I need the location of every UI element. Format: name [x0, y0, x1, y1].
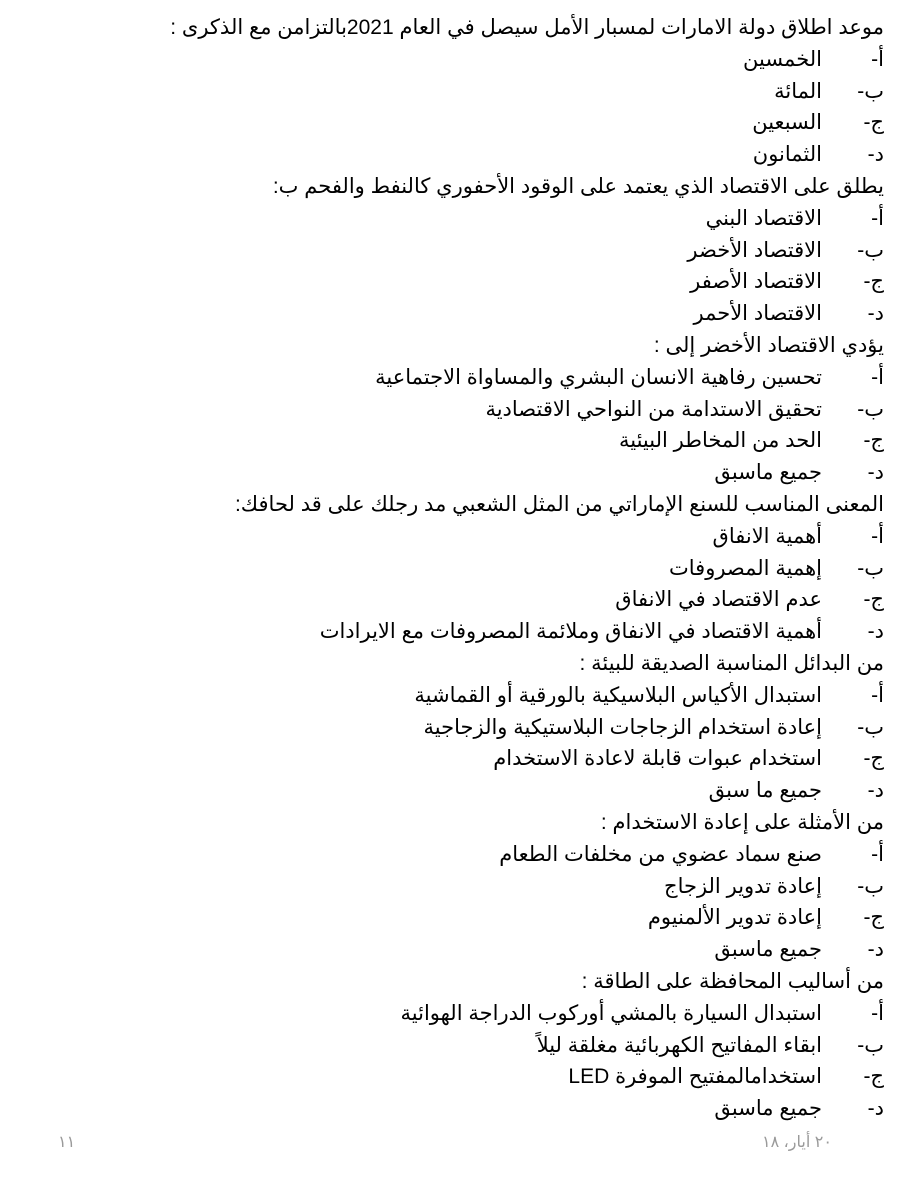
answer-option [4, 521, 884, 553]
option-text: إهمية المصروفات [669, 556, 822, 580]
option-text: المائة [774, 79, 822, 103]
option-text: جميع ما سبق [708, 779, 822, 803]
option-marker: ب- [857, 397, 884, 421]
option-text: الثمانون [752, 143, 822, 167]
answer-option [4, 266, 884, 298]
option-marker: أ- [871, 524, 884, 548]
option-text: تحسين رفاهية الانسان البشري والمساواة الاجتماعية [375, 365, 822, 389]
option-text: عدم الاقتصاد في الانفاق [615, 588, 822, 612]
answer-option [4, 107, 884, 139]
option-text: استبدال الأكياس البلاسيكية بالورقية أو القماشية [414, 683, 822, 707]
answer-option [4, 457, 884, 489]
question-block [4, 330, 884, 489]
answer-option [4, 44, 884, 76]
answer-option [4, 1030, 884, 1062]
option-text: الاقتصاد الأخضر [687, 238, 822, 262]
option-marker: ج- [863, 588, 884, 612]
question-text: من البدائل المناسبة الصديقة للبيئة : [579, 651, 884, 675]
question-text: يؤدي الاقتصاد الأخضر إلى : [653, 333, 884, 357]
option-text: جميع ماسبق [714, 938, 822, 962]
answer-option [4, 743, 884, 775]
answer-option [4, 1093, 884, 1125]
answer-option [4, 680, 884, 712]
option-text: الاقتصاد البني [705, 206, 822, 230]
option-text: الاقتصاد الأحمر [693, 302, 822, 326]
question-block [4, 12, 884, 171]
option-text: صنع سماد عضوي من مخلفات الطعام [499, 842, 822, 866]
answer-option [4, 76, 884, 108]
answer-option [4, 425, 884, 457]
question-text: يطلق على الاقتصاد الذي يعتمد على الوقود الأحفوري كالنفط والفحم ب: [272, 174, 884, 198]
footer-date: ٢٠ أيار، ١٨ [762, 1134, 832, 1151]
option-marker: ب- [857, 1033, 884, 1057]
option-marker: أ- [871, 842, 884, 866]
question-block [4, 966, 884, 1125]
option-marker: د- [867, 938, 884, 962]
option-text: استبدال السيارة بالمشي أوركوب الدراجة الهوائية [400, 1001, 822, 1025]
option-marker: د- [867, 143, 884, 167]
option-marker: ب- [857, 715, 884, 739]
answer-option [4, 871, 884, 903]
answer-option [4, 775, 884, 807]
answer-option [4, 934, 884, 966]
answer-option [4, 553, 884, 585]
answer-option [4, 1061, 884, 1093]
option-text: إعادة استخدام الزجاجات البلاستيكية والزجاجية [423, 715, 822, 739]
option-text: جميع ماسبق [714, 1097, 822, 1121]
answer-option [4, 998, 884, 1030]
option-marker: أ- [871, 365, 884, 389]
option-text: إعادة تدوير الألمنيوم [647, 906, 822, 930]
answer-option [4, 584, 884, 616]
question-block [4, 807, 884, 966]
option-marker: ج- [863, 1065, 884, 1089]
option-marker: أ- [871, 47, 884, 71]
option-text: السبعين [752, 111, 822, 135]
option-marker: أ- [871, 683, 884, 707]
option-text: إعادة تدوير الزجاج [664, 874, 822, 898]
question-text: المعنى المناسب للسنع الإماراتي من المثل الشعبي مد رجلك على قد لحافك: [234, 492, 884, 516]
answer-option [4, 616, 884, 648]
option-marker: د- [867, 620, 884, 644]
option-marker: ج- [863, 747, 884, 771]
option-marker: ب- [857, 238, 884, 262]
answer-option [4, 362, 884, 394]
option-marker: ب- [857, 556, 884, 580]
option-text: أهمية الانفاق [712, 524, 822, 548]
option-text: استخدامالمفتيح الموفرة LED [568, 1065, 822, 1089]
option-marker: أ- [871, 1001, 884, 1025]
answer-option [4, 394, 884, 426]
question-text: من الأمثلة على إعادة الاستخدام : [600, 810, 884, 834]
option-text: جميع ماسبق [714, 461, 822, 485]
option-text: الخمسين [743, 47, 822, 71]
page-number: ١١ [58, 1134, 76, 1151]
question-block [4, 648, 884, 807]
question-document [4, 12, 884, 1125]
option-marker: ج- [863, 906, 884, 930]
answer-option [4, 712, 884, 744]
option-marker: ب- [857, 874, 884, 898]
answer-option [4, 203, 884, 235]
question-text: موعد اطلاق دولة الامارات لمسبار الأمل سيصل في العام 2021بالتزامن مع الذكرى : [170, 16, 884, 39]
question-block [4, 171, 884, 330]
option-text: تحقيق الاستدامة من النواحي الاقتصادية [485, 397, 822, 421]
option-marker: د- [867, 779, 884, 803]
question-text: من أساليب المحافظة على الطاقة : [581, 969, 884, 993]
answer-option [4, 298, 884, 330]
option-marker: أ- [871, 206, 884, 230]
option-text: استخدام عبوات قابلة لاعادة الاستخدام [493, 747, 822, 771]
question-block [4, 489, 884, 648]
option-marker: د- [867, 302, 884, 326]
option-text: ابقاء المفاتيح الكهربائية مغلقة ليلاً [536, 1033, 822, 1057]
answer-option [4, 902, 884, 934]
option-marker: د- [867, 461, 884, 485]
option-marker: ج- [863, 270, 884, 294]
option-marker: د- [867, 1097, 884, 1121]
option-marker: ب- [857, 79, 884, 103]
option-text: الحد من المخاطر البيئية [618, 429, 822, 453]
option-marker: ج- [863, 111, 884, 135]
answer-option [4, 839, 884, 871]
option-text: أهمية الاقتصاد في الانفاق وملائمة المصروفات مع الايرادات [319, 620, 822, 644]
option-marker: ج- [863, 429, 884, 453]
answer-option [4, 139, 884, 171]
option-text: الاقتصاد الأصفر [690, 270, 822, 294]
answer-option [4, 235, 884, 267]
